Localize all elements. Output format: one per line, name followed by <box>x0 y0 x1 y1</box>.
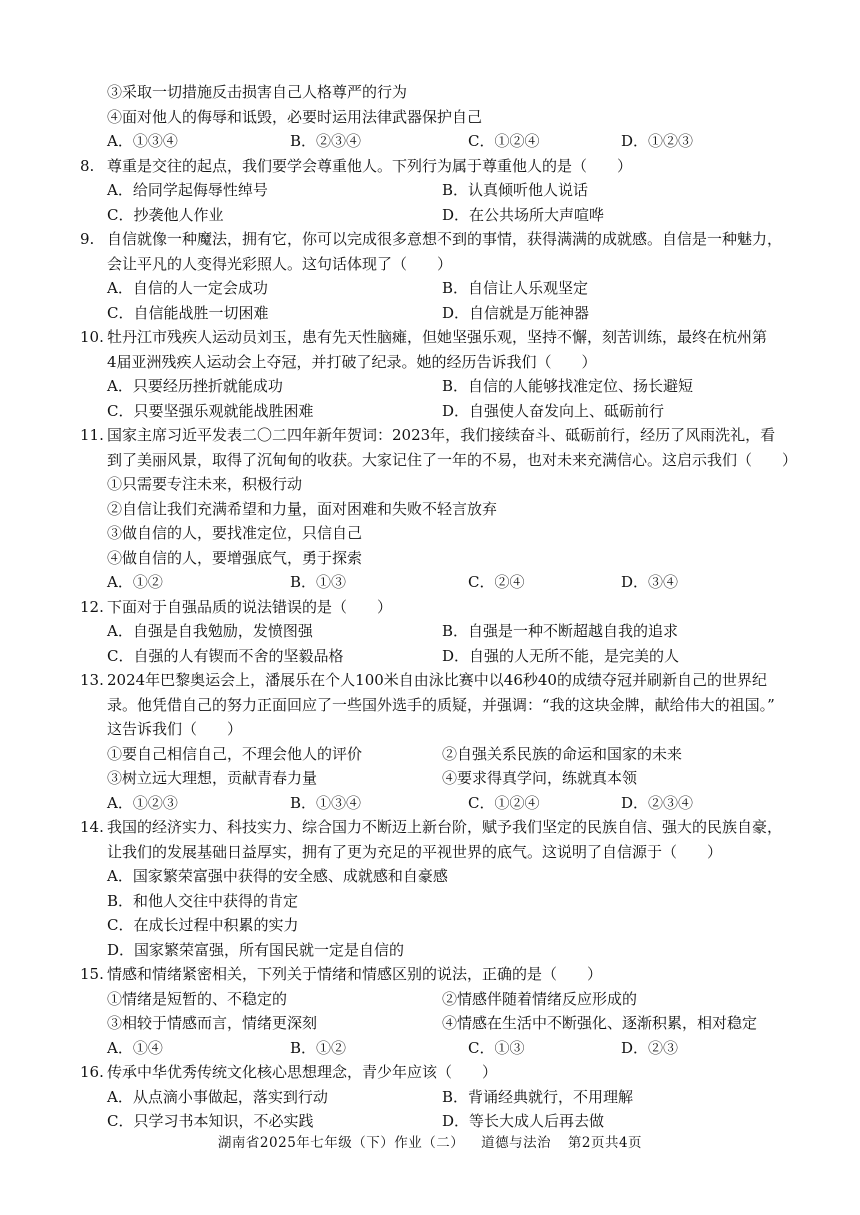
q11-item-4: ④做自信的人，要增强底气，勇于探索 <box>107 548 363 567</box>
q7-item-3: ③采取一切措施反击损害自己人格尊严的行为 <box>107 83 408 101</box>
q16-option-a: A．从点滴小事做起，落实到行动 <box>107 1087 328 1106</box>
q13-options <box>80 791 800 816</box>
q12-option-b: B．自强是一种不断超越自我的追求 <box>442 622 679 640</box>
q11-item-3: ③做自信的人，要找准定位，只信自己 <box>107 524 363 542</box>
page-content <box>80 80 800 1134</box>
q13-option-c: C．①②④ <box>468 793 540 812</box>
q7-option-c: C．①②④ <box>468 132 540 150</box>
q16-option-c: C．只学习书本知识，不必实践 <box>107 1112 314 1130</box>
question-15 <box>80 962 800 1060</box>
q9-number: 9. <box>80 230 95 248</box>
q10-number: 10. <box>80 328 104 346</box>
q8-option-c: C．抄袭他人作业 <box>107 205 224 224</box>
question-14 <box>80 815 800 962</box>
q13-option-d: D．②③④ <box>621 793 694 812</box>
q7-option-d: D．①②③ <box>621 132 694 150</box>
q15-item-2: ②情感伴随着情绪反应形成的 <box>442 989 638 1008</box>
q15-option-b: B．①② <box>290 1038 347 1057</box>
q12-number: 12. <box>80 597 104 616</box>
footer-title: 湖南省2025年七年级（下）作业（二） <box>217 1135 465 1151</box>
question-9 <box>80 227 800 325</box>
q7-options <box>80 129 800 154</box>
q15-option-d: D．②③ <box>621 1038 679 1057</box>
page-footer <box>0 1131 860 1156</box>
q11-options <box>80 570 800 595</box>
q13-stem-line-3: 这告诉我们（ ） <box>107 720 243 738</box>
q15-number: 15. <box>80 965 104 983</box>
q8-stem: 尊重是交往的起点，我们要学会尊重他人。下列行为属于尊重他人的是（ ） <box>107 156 633 175</box>
q7-option-a: A．①③④ <box>107 132 178 150</box>
q14-option-b: B．和他人交往中获得的肯定 <box>107 891 299 910</box>
q15-option-c: C．①③ <box>468 1038 525 1057</box>
q8-option-d: D．在公共场所大声喧哗 <box>442 205 605 224</box>
q13-item-2: ②自强关系民族的命运和国家的未来 <box>442 744 683 763</box>
q11-option-a: A．①② <box>107 573 163 591</box>
q7-option-b: B．②③④ <box>290 132 362 150</box>
q11-stem-line-2: 到了美丽风景，取得了沉甸甸的收获。大家记住了一年的不易，也对未来充满信心。这启示我们（ ） <box>107 450 798 469</box>
q11-option-d: D．③④ <box>621 573 679 591</box>
q8-option-a: A．给同学起侮辱性绰号 <box>107 181 268 199</box>
q14-option-d: D．国家繁荣富强，所有国民就一定是自信的 <box>107 940 405 959</box>
q15-item-1: ①情绪是短暂的、不稳定的 <box>107 989 288 1008</box>
question-7-tail <box>80 80 800 154</box>
q11-stem-line-1: 国家主席习近平发表二〇二四年新年贺词：2023年，我们接续奋斗、砥砺前行，经历了风雨洗礼，看 <box>107 426 776 444</box>
q7-item-4: ④面对他人的侮辱和诋毁，必要时运用法律武器保护自己 <box>107 107 483 126</box>
q9-option-a: A．自信的人一定会成功 <box>107 279 268 297</box>
q11-number: 11. <box>80 426 104 444</box>
footer-subject: 道德与法治 <box>481 1135 552 1151</box>
question-16 <box>80 1060 800 1134</box>
q10-option-b: B．自信的人能够找准定位、扬长避短 <box>442 377 694 395</box>
q15-option-a: A．①④ <box>107 1038 163 1057</box>
q14-number: 14. <box>80 818 104 836</box>
q14-option-a: A．国家繁荣富强中获得的安全感、成就感和自豪感 <box>107 867 448 885</box>
q13-stem-line-2: 录。他凭借自己的努力正面回应了一些国外选手的质疑，并强调：“我的这块金牌，献给伟大的祖国。” <box>107 695 775 714</box>
q13-item-3: ③树立远大理想，贡献青春力量 <box>107 769 318 787</box>
question-10 <box>80 325 800 423</box>
q9-stem-line-2: 会让平凡的人变得光彩照人。这句话体现了（ ） <box>107 254 453 273</box>
q13-option-a: A．①②③ <box>107 793 178 812</box>
q11-option-b: B．①③ <box>290 573 347 591</box>
q9-stem-line-1: 自信就像一种魔法，拥有它，你可以完成很多意想不到的事情，获得满满的成就感。自信是一种魅力， <box>107 230 783 248</box>
q16-number: 16. <box>80 1063 104 1081</box>
q12-option-a: A．自强是自我勉励，发愤图强 <box>107 622 313 640</box>
q11-item-2: ②自信让我们充满希望和力量，面对困难和失败不轻言放弃 <box>107 499 498 518</box>
q8-number: 8. <box>80 156 95 175</box>
q16-stem: 传承中华优秀传统文化核心思想理念，青少年应该（ ） <box>107 1063 498 1081</box>
q13-option-b: B．①③④ <box>290 793 362 812</box>
question-8 <box>80 154 800 228</box>
q14-stem-line-1: 我国的经济实力、科技实力、综合国力不断迈上新台阶，赋予我们坚定的民族自信、强大的民族自豪， <box>107 818 783 836</box>
q16-option-b: B．背诵经典就行，不用理解 <box>442 1087 634 1106</box>
q16-option-d: D．等长大成人后再去做 <box>442 1112 605 1130</box>
q14-stem-line-2: 让我们的发展基础日益厚实，拥有了更为充足的平视世界的底气。这说明了自信源于（ ） <box>107 842 723 861</box>
q12-stem: 下面对于自强品质的说法错误的是（ ） <box>107 597 393 616</box>
question-11 <box>80 423 800 595</box>
q10-option-a: A．只要经历挫折就能成功 <box>107 377 283 395</box>
q15-item-3: ③相较于情感而言，情绪更深刻 <box>107 1014 318 1032</box>
question-13 <box>80 668 800 815</box>
q12-option-d: D．自强的人无所不能，是完美的人 <box>442 646 680 665</box>
q15-stem: 情感和情绪紧密相关，下列关于情绪和情感区别的说法，正确的是（ ） <box>107 965 603 983</box>
q13-number: 13. <box>80 671 104 689</box>
q13-item-1: ①要自己相信自己，不理会他人的评价 <box>107 744 363 763</box>
q10-option-d: D．自强使人奋发向上、砥砺前行 <box>442 401 665 420</box>
q11-option-c: C．②④ <box>468 573 525 591</box>
footer-page-number: 第2页共4页 <box>567 1135 643 1151</box>
q14-option-c: C．在成长过程中积累的实力 <box>107 916 299 934</box>
q15-options <box>80 1036 800 1061</box>
q8-option-b: B．认真倾听他人说话 <box>442 181 589 199</box>
q15-item-4: ④情感在生活中不断强化、逐渐积累，相对稳定 <box>442 1014 758 1032</box>
q9-option-c: C．自信能战胜一切困难 <box>107 303 269 322</box>
q10-stem-line-2: 4届亚洲残疾人运动会上夺冠，并打破了纪录。她的经历告诉我们（ ） <box>107 352 597 371</box>
q10-option-c: C．只要坚强乐观就能战胜困难 <box>107 401 314 420</box>
question-12 <box>80 595 800 669</box>
q13-item-4: ④要求得真学问，练就真本领 <box>442 769 638 787</box>
q9-option-d: D．自信就是万能神器 <box>442 303 590 322</box>
q12-option-c: C．自强的人有锲而不舍的坚毅品格 <box>107 646 344 665</box>
q13-stem-line-1: 2024年巴黎奥运会上，潘展乐在个人100米自由泳比赛中以46秒40的成绩夺冠并刷新自己的世界纪 <box>107 671 767 689</box>
q9-option-b: B．自信让人乐观坚定 <box>442 279 589 297</box>
q10-stem-line-1: 牡丹江市残疾人运动员刘玉，患有先天性脑瘫，但她坚强乐观，坚持不懈，刻苦训练，最终在杭州第 <box>107 328 768 346</box>
q11-item-1: ①只需要专注未来，积极行动 <box>107 475 303 493</box>
